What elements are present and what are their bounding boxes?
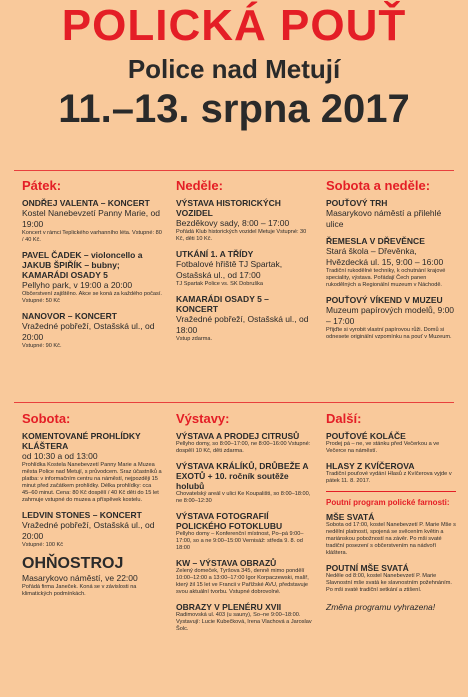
event-note: Zelený domeček, Tyršova 345, denně mimo pondělí 10:00–12:00 a 13:00–17:00 Igor Korpaczewski, malíř, který žil 15 let ve Francii v Pařížské AVU, představuje svou aktuální tvorbu. Vstupné dobrovolné. xyxy=(176,568,309,595)
event-title: POUŤOVÝ VÍKEND V MUZEU xyxy=(326,295,443,305)
event-place: Muzeum papírových modelů, 9:00 – 17:00 xyxy=(326,305,455,326)
event-item xyxy=(326,461,456,485)
event-item xyxy=(22,198,162,244)
event-title: KW – VÝSTAVA OBRAZŮ xyxy=(176,558,277,568)
event-title: KAMARÁDI OSADY 5 – KONCERT xyxy=(176,294,269,314)
event-item xyxy=(326,512,456,557)
event-item xyxy=(22,250,162,305)
event-item xyxy=(22,311,162,350)
event-place: Vražedné pobřeží, Ostašská ul., od 18:00 xyxy=(176,314,309,335)
event-item xyxy=(176,511,312,552)
fireworks-note: Pořádá firma Janeček. Koná se v závislosti na klimatických podmínkách. xyxy=(22,584,137,597)
event-item xyxy=(326,563,456,594)
event-item xyxy=(326,198,456,230)
event-item xyxy=(176,294,312,343)
event-title: NANOVOR – KONCERT xyxy=(22,311,117,321)
event-item xyxy=(176,602,312,633)
fireworks-item xyxy=(22,555,162,598)
event-title: OBRAZY V PLENÉRU XVII xyxy=(176,602,282,612)
section-exhibitions xyxy=(176,411,312,639)
event-note: Vstupné: 90 Kč. xyxy=(22,343,62,349)
more-heading: Další: xyxy=(326,411,362,426)
event-title: UTKÁNÍ 1. A TŘÍDY xyxy=(176,249,254,259)
event-note: Pellyho domy, so 8:00–17:00, ne 8:00–16:00 Vstupné: dospělí 10 Kč, děti zdarma. xyxy=(176,441,311,454)
event-item xyxy=(176,461,312,505)
event-item xyxy=(22,431,162,504)
event-note: Vstupné: 100 Kč xyxy=(22,542,64,548)
event-title: POUŤOVÉ KOLÁČE xyxy=(326,431,406,441)
event-note: Prohlídka Kostela Nanebevzetí Panny Marie a Muzea města Police nad Metují, s průvodcem. Sraz účastníků a platba: v informačním centru na náměstí, nejpozději 15 minut před začátkem prohlídky. Délka prohlídky: cca 45–60 minut. Cena: 80 Kč dospělí / 40 Kč děti do 15 let zahrnuje vstupné do muzea a příspěvek kostelu. xyxy=(22,462,162,503)
event-title: POUŤOVÝ TRH xyxy=(326,198,388,208)
event-place: Fotbalové hřiště TJ Spartak, Ostašská ul., od 17:00 xyxy=(176,259,283,280)
section-weekend xyxy=(326,178,456,347)
event-title: ŘEMESLA V DŘEVĚNCE xyxy=(326,236,425,246)
event-note: Přijďte si vyrobit vlastní papírovou růži. Domů si odnesete originální vzpomínku na pouť v Muzeum. xyxy=(326,327,452,340)
event-note: Občerstvení zajištěno. Akce se koná za každého počasí. Vstupné: 50 Kč xyxy=(22,291,162,304)
event-title: PAVEL ČADEK – violoncello a JAKUB ŠPIŘÍK – bubny; KAMARÁDI OSADY 5 xyxy=(22,250,143,280)
change-note: Změna programu vyhrazena! xyxy=(326,602,436,612)
poster-date: 11.–13. srpna 2017 xyxy=(58,87,410,131)
event-note: Vstup zdarma. xyxy=(176,336,213,342)
event-place: Pellyho park, v 19:00 a 20:00 xyxy=(22,280,133,290)
divider-top xyxy=(14,170,454,171)
event-item xyxy=(176,198,312,243)
saturday-heading: Sobota: xyxy=(22,411,71,426)
event-note: Pořádá Klub historických vozidel Metuje Vstupné: 30 Kč, děti 10 Kč. xyxy=(176,229,307,242)
event-title: MŠE SVATÁ xyxy=(326,512,375,522)
sunday-heading: Neděle: xyxy=(176,178,223,193)
event-place: Vražedné pobřeží, Ostašská ul., od 20:00 xyxy=(22,520,155,541)
event-place: Stará škola – Dřevěnka, Hvězdecká ul. 15, 9:00 – 16:00 xyxy=(326,246,444,267)
fireworks-place: Masarykovo náměstí, ve 22:00 xyxy=(22,573,138,583)
fireworks-title: OHŇOSTROJ xyxy=(22,555,124,572)
poster-title: POLICKÁ POUŤ xyxy=(61,1,407,50)
event-place: od 10:30 a od 13:00 xyxy=(22,451,98,461)
exhibitions-heading: Výstavy: xyxy=(176,411,230,426)
divider-program xyxy=(326,491,456,492)
event-item xyxy=(22,510,162,549)
event-note: TJ Spartak Police vs. SK Dobruška xyxy=(176,281,264,287)
section-friday xyxy=(22,178,162,356)
poster-place: Police nad Metují xyxy=(127,54,341,84)
event-title: ONDŘEJ VALENTA – KONCERT xyxy=(22,198,150,208)
event-title: POUTNÍ MŠE SVATÁ xyxy=(326,563,409,573)
divider-middle xyxy=(14,402,454,403)
event-title: VÝSTAVA HISTORICKÝCH VOZIDEL xyxy=(176,198,281,218)
event-title: VÝSTAVA FOTOGRAFIÍ POLICKÉHO FOTOKLUBU xyxy=(176,511,283,531)
event-place: Vražedné pobřeží, Ostašská ul., od 20:00 xyxy=(22,321,155,342)
event-note: Prodej pá – ne, ve stánku před Večerkou a ve Večerce na náměstí. xyxy=(326,441,440,454)
event-title: HLASY Z KVÍČEROVA xyxy=(326,461,415,471)
section-sunday xyxy=(176,178,312,349)
section-saturday xyxy=(22,411,162,604)
event-item xyxy=(326,236,456,289)
event-note: Tradiční pouťové vydání Hlasů z Kvíčerova vyjde v pátek 11. 8. 2017. xyxy=(326,471,452,484)
event-title: VÝSTAVA KRÁLÍKŮ, DRŮBEŽE A EXOTŮ + 10. ročník soutěže holubů xyxy=(176,461,309,491)
event-item xyxy=(326,431,456,455)
event-note: Radimovská ul. 403 (u sauny), So–ne 9:00–18:00. Vystavují: Lucie Kubečková, Irena Vlachová a Jaroslav Šolc. xyxy=(176,612,312,632)
event-note: Sobota od 17:00, kostel Nanebevzetí P. Marie Mše s nedělní platností, spojená se svěcením květin a mariánskou pobožností na závěr. Po mši svaté tradiční posezení s občerstvením na nádvoří kláštera. xyxy=(326,522,456,556)
section-more xyxy=(326,411,456,612)
friday-heading: Pátek: xyxy=(22,178,62,193)
event-note: Neděle od 8:00, kostel Nanebevzetí P. Marie Slavnostní mše svatá ke slavnostním požehnáním. Po mši svaté tradiční setkání a ztišení. xyxy=(326,573,452,593)
event-note: Koncert v rámci Teplického varhanního léta. Vstupné: 80 / 40 Kč. xyxy=(22,230,162,243)
event-place: Bezděkovy sady, 8:00 – 17:00 xyxy=(176,218,290,228)
event-item xyxy=(326,295,456,341)
event-title: LEDVIN STONES – KONCERT xyxy=(22,510,142,520)
event-note: Chovatelský areál v ulici Ke Koupališti, so 8:00–18:00, ne 8:00–12:30 xyxy=(176,491,311,504)
event-note: Pellyho domy – Konferenční místnost, Po–pá 9:00–17:00, so a ne 9:00–15:00 Vernisáž: středa 9. 8. od 18:00 xyxy=(176,531,304,551)
program-heading: Poutní program polické farnosti: xyxy=(326,498,450,507)
event-title: VÝSTAVA A PRODEJ CITRUSŮ xyxy=(176,431,300,441)
event-title: KOMENTOVANÉ PROHLÍDKY KLÁŠTERA xyxy=(22,431,141,451)
event-item xyxy=(176,431,312,455)
event-place: Masarykovo náměstí a přilehlé ulice xyxy=(326,208,442,229)
event-place: Kostel Nanebevzetí Panny Marie, od 19:00 xyxy=(22,208,160,229)
weekend-heading: Sobota a neděle: xyxy=(326,178,431,193)
event-item xyxy=(176,249,312,288)
event-note: Tradiční rukodělné techniky, k ochutnání krajové speciality, výstava. Pořádají Čech panen rukodělných a Regionální muzeum v Náchodě. xyxy=(326,268,446,288)
event-item xyxy=(176,558,312,596)
